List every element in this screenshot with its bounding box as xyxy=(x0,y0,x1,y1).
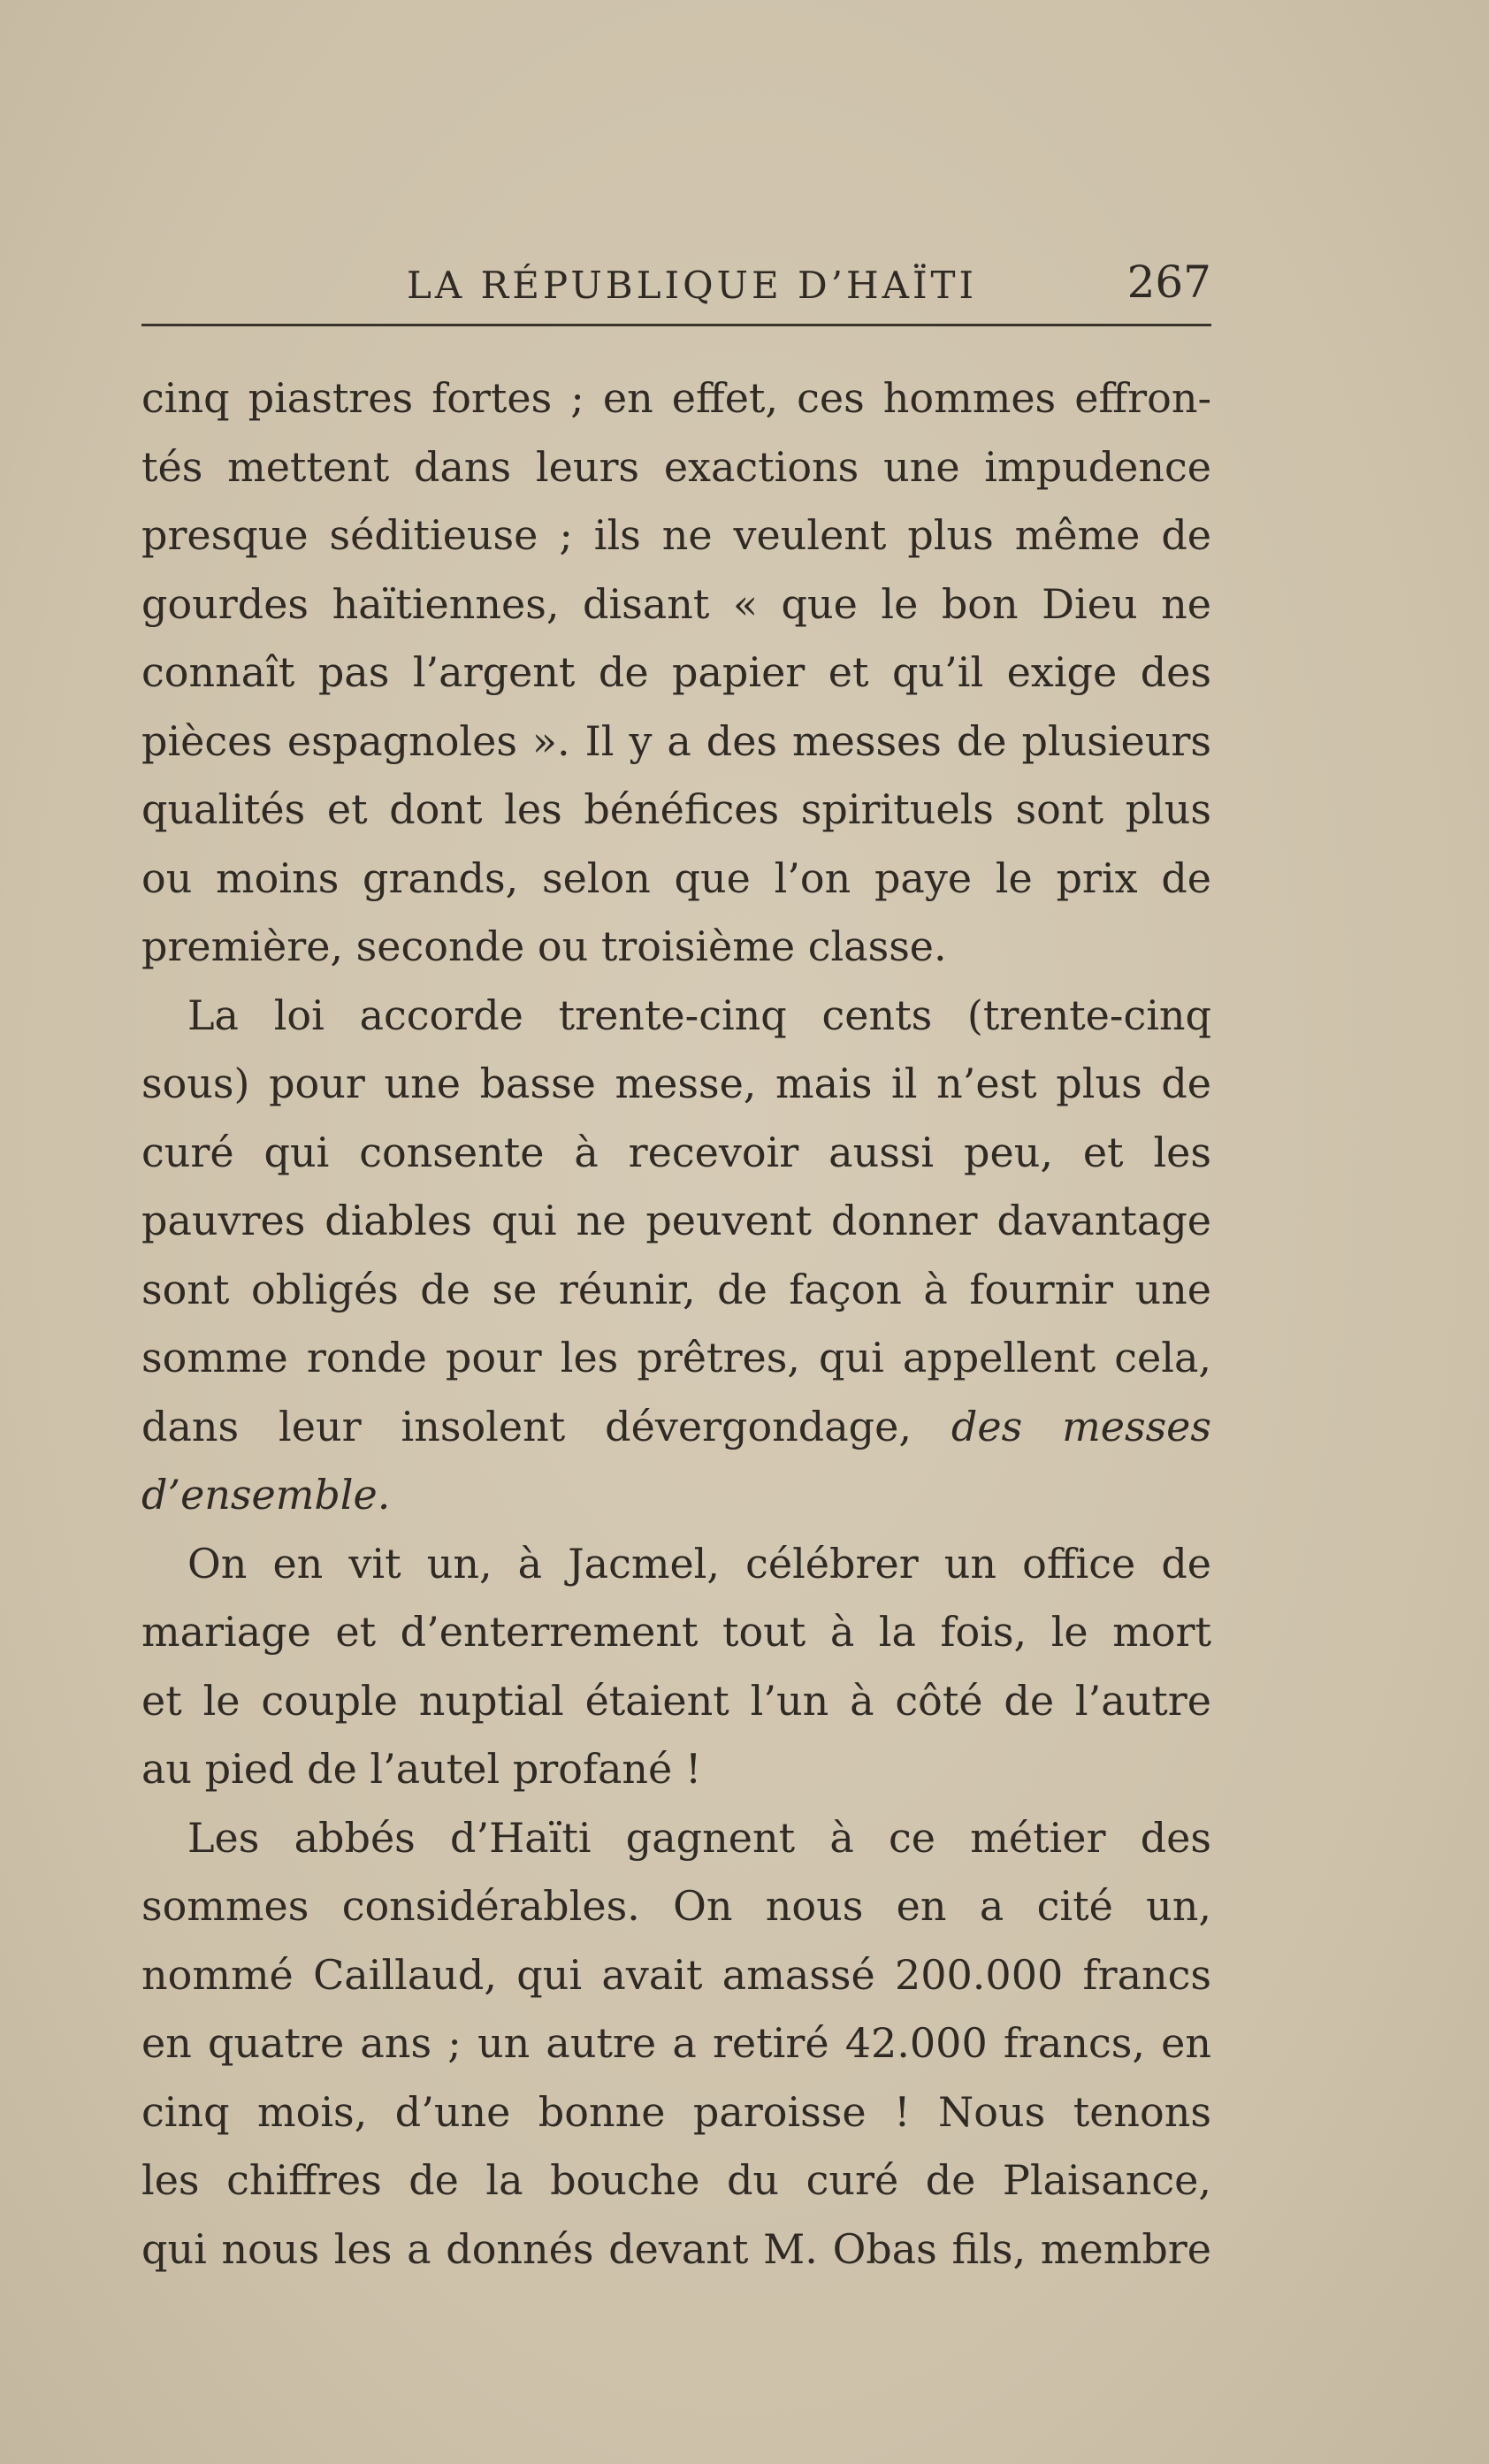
text-line xyxy=(141,2215,1211,2284)
text-line-content: et le couple nuptial étaient l’un à côté de l’autre xyxy=(141,1676,1211,1725)
text-line xyxy=(141,2009,1211,2078)
text-line xyxy=(141,1804,1211,1873)
text-line-content: somme ronde pour les prêtres, qui appellent cela, xyxy=(141,1334,1211,1381)
text-line xyxy=(141,1324,1211,1393)
header-rule xyxy=(141,324,1211,326)
body-text xyxy=(141,364,1211,2284)
text-line-content: au pied de l’autel profané ! xyxy=(141,1745,702,1793)
text-line-content: presque séditieuse ; ils ne veulent plus même de xyxy=(141,511,1211,559)
text-line xyxy=(141,1667,1211,1736)
italic-phrase: des messes xyxy=(951,1402,1212,1450)
text-line-content: sous) pour une basse messe, mais il n’est plus de xyxy=(141,1060,1211,1107)
italic-phrase: d’ensemble. xyxy=(141,1471,391,1519)
text-line xyxy=(141,2146,1211,2215)
text-line xyxy=(141,1393,1211,1462)
text-line xyxy=(141,639,1211,708)
page-header xyxy=(141,256,1211,327)
text-line-content: ou moins grands, selon que l’on paye le prix de xyxy=(141,853,1211,902)
text-line-content: dans leur insolent dévergondage, xyxy=(141,1402,951,1450)
text-line xyxy=(141,1187,1211,1256)
text-line-content: qui nous les a donnés devant M. Obas fils, membre xyxy=(141,2224,1211,2273)
text-line-content: pièces espagnoles ». Il y a des messes de plusieurs xyxy=(141,716,1211,765)
text-line xyxy=(141,982,1211,1051)
text-line xyxy=(141,913,1211,982)
text-line xyxy=(141,1530,1211,1599)
text-line xyxy=(141,1941,1211,2010)
text-line-content: qualités et dont les bénéfices spirituels sont plus xyxy=(141,785,1211,833)
text-line-content: mariage et d’enterrement tout à la fois, le mort xyxy=(141,1608,1211,1656)
text-line xyxy=(141,1461,1211,1530)
text-line xyxy=(141,845,1211,914)
text-line xyxy=(141,776,1211,845)
text-line-content: Les abbés d’Haïti gagnent à ce métier des xyxy=(187,1813,1211,1862)
text-line-content: sommes considérables. On nous en a cité un, xyxy=(141,1882,1211,1930)
text-line xyxy=(141,1050,1211,1119)
text-line-content: en quatre ans ; un autre a retiré 42.000 francs, en xyxy=(141,2019,1211,2067)
page-number: 267 xyxy=(1126,256,1211,308)
running-head: LA RÉPUBLIQUE D’HAÏTI xyxy=(407,264,978,307)
text-line-content: cinq mois, d’une bonne paroisse ! Nous tenons xyxy=(141,2087,1211,2136)
text-line-content: cinq piastres fortes ; en effet, ces hommes effron- xyxy=(141,374,1211,422)
text-line-content: On en vit un, à Jacmel, célébrer un office de xyxy=(187,1539,1211,1588)
text-line xyxy=(141,2078,1211,2147)
text-line xyxy=(141,433,1211,502)
text-line-content: connaît pas l’argent de papier et qu’il exige des xyxy=(141,648,1211,696)
text-line-content: La loi accorde trente-cinq cents (trente-cinq xyxy=(187,991,1211,1039)
text-line-content: curé qui consente à recevoir aussi peu, et les xyxy=(141,1128,1211,1176)
text-line-content: pauvres diables qui ne peuvent donner davantage xyxy=(141,1197,1211,1244)
text-line xyxy=(141,1119,1211,1188)
text-line xyxy=(141,501,1211,570)
text-line-content: tés mettent dans leurs exactions une impudence xyxy=(141,442,1211,491)
text-line-content: sont obligés de se réunir, de façon à fournir une xyxy=(141,1265,1211,1313)
text-line-content: gourdes haïtiennes, disant « que le bon Dieu ne xyxy=(141,579,1211,628)
text-line xyxy=(141,1872,1211,1941)
text-line xyxy=(141,364,1211,433)
text-line xyxy=(141,1598,1211,1667)
text-line-content: les chiffres de la bouche du curé de Plaisance, xyxy=(141,2156,1211,2204)
text-line xyxy=(141,708,1211,777)
text-line xyxy=(141,1256,1211,1325)
text-line xyxy=(141,1735,1211,1804)
text-line-content: nommé Caillaud, qui avait amassé 200.000 francs xyxy=(141,1950,1211,1999)
text-line-content: première, seconde ou troisième classe. xyxy=(141,922,947,970)
text-line xyxy=(141,570,1211,639)
